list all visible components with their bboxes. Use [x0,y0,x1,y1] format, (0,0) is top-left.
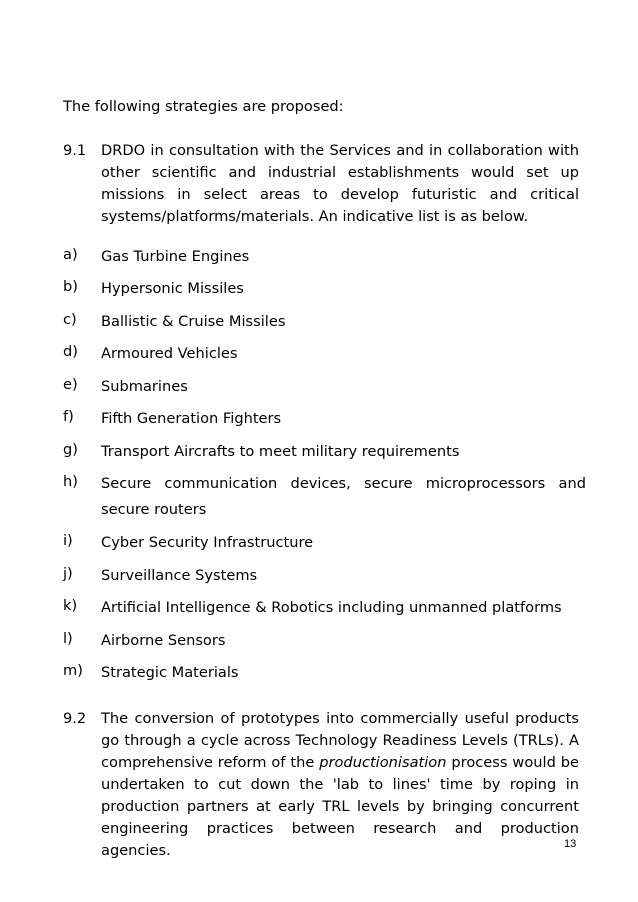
list-item-label: i) [63,532,73,549]
section-text-after: process would be undertaken to cut down the 'lab to lines' time by roping in production partners at early TRL levels by bringing concurrent engineering practices between research and production agencies. [101,754,579,859]
list-item-text: Armoured Vehicles [101,345,238,362]
intro-text: The following strategies are proposed: [63,98,344,115]
list-item-text: Ballistic & Cruise Missiles [101,313,286,330]
list-item [63,471,586,523]
section-body: DRDO in consultation with the Services and in collaboration with other scientific and industrial establishments would set up missions in select areas to develop futuristic and critical systems/platforms/materials. An indicative list is as below. [101,142,579,225]
section-9-2 [63,708,579,862]
list-item-label: d) [63,343,78,360]
list-item [63,276,586,302]
list-item-text: Surveillance Systems [101,567,258,584]
list-item-label: b) [63,278,78,295]
list-item [63,439,586,465]
list-item [63,244,586,270]
list-item-label: g) [63,441,78,458]
list-item-text: Strategic Materials [101,664,239,681]
list-item-text: Hypersonic Missiles [101,280,244,297]
section-text-emphasis: productionisation [319,754,447,771]
list-item-label: j) [63,565,73,582]
list-item-label: h) [63,473,78,490]
section-number: 9.1 [63,142,87,159]
list-item-text: Fifth Generation Fighters [101,410,282,427]
list-item-label: f) [63,408,74,425]
page-number: 13 [564,838,577,850]
list-item-label: k) [63,597,78,614]
list-item-label: c) [63,311,77,328]
section-text-before: The conversion of prototypes into commercially useful products go through a cycle across Technology Readiness Levels (TRLs). A comprehensive reform of the [101,710,579,771]
list-item-text: Airborne Sensors [101,632,226,649]
list-item-text: Cyber Security Infrastructure [101,534,314,551]
list-item [63,341,586,367]
list-item [63,309,586,335]
section-9-1 [63,140,579,228]
list-item [63,406,586,432]
list-item-text: Artificial Intelligence & Robotics including unmanned platforms [101,599,562,616]
list-item-text: Gas Turbine Engines [101,248,250,265]
section-body [101,708,579,862]
list-item-text: Submarines [101,378,188,395]
list-item [63,595,586,621]
section-number: 9.2 [63,710,87,727]
list-item [63,374,586,400]
list-item-label: l) [63,630,73,647]
list-item [63,563,586,589]
list-item-label: a) [63,246,78,263]
list-item-label: m) [63,662,83,679]
list-item-text: Transport Aircrafts to meet military requirements [101,443,460,460]
list-item-text: Secure communication devices, secure microprocessors and secure routers [101,475,586,518]
list-item [63,660,586,686]
list-item-label: e) [63,376,78,393]
list-item [63,530,586,556]
list-item [63,628,586,654]
